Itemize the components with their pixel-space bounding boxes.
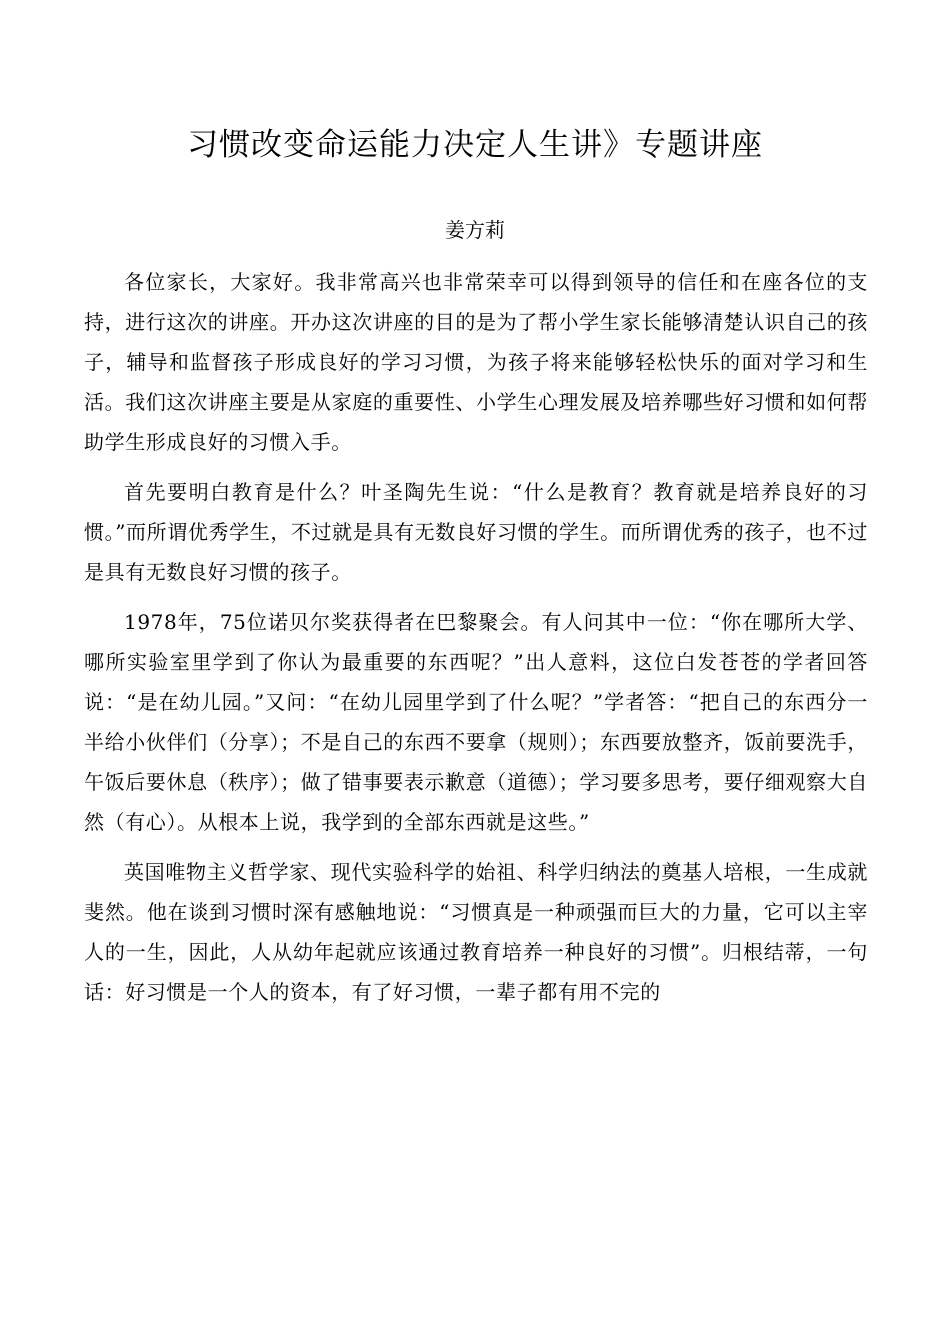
document-author: 姜方莉 xyxy=(445,218,505,242)
body-paragraph-4: 英国唯物主义哲学家、现代实验科学的始祖、科学归纳法的奠基人培根，一生成就斐然。他在谈到习惯时深有感触地说：“习惯真是一种顽强而巨大的力量，它可以主宰人的一生，因此，人从幼年起就应该通过教育培养一种良好的习惯”。归根结蒂，一句话：好习惯是一个人的资本，有了好习惯，一辈子都有用不完的 xyxy=(84,860,868,1004)
document-title: 习惯改变命运能力决定人生讲》专题讲座 xyxy=(187,126,763,163)
body-paragraph-2: 首先要明白教育是什么？叶圣陶先生说：“什么是教育？教育就是培养良好的习惯。”而所谓优秀学生，不过就是具有无数良好习惯的学生。而所谓优秀的孩子，也不过是具有无数良好习惯的孩子。 xyxy=(84,480,868,584)
body-paragraph-1: 各位家长，大家好。我非常高兴也非常荣幸可以得到领导的信任和在座各位的支持，进行这次的讲座。开办这次讲座的目的是为了帮小学生家长能够清楚认识自己的孩子，辅导和监督孩子形成良好的学习习惯，为孩子将来能够轻松快乐的面对学习和生活。我们这次讲座主要是从家庭的重要性、小学生心理发展及培养哪些好习惯和如何帮助学生形成良好的习惯入手。 xyxy=(84,270,868,454)
document-body xyxy=(84,262,868,1022)
body-paragraph-3: 1978年，75位诺贝尔奖获得者在巴黎聚会。有人问其中一位：“你在哪所大学、哪所实验室里学到了你认为最重要的东西呢？”出人意料，这位白发苍苍的学者回答说：“是在幼儿园。”又问：“在幼儿园里学到了什么呢？”学者答：“把自己的东西分一半给小伙伴们（分享）；不是自己的东西不要拿（规则）；东西要放整齐，饭前要洗手，午饭后要休息（秩序）；做了错事要表示歉意（道德）；学习要多思考，要仔细观察大自然（有心）。从根本上说，我学到的全部东西就是这些。” xyxy=(84,610,868,834)
